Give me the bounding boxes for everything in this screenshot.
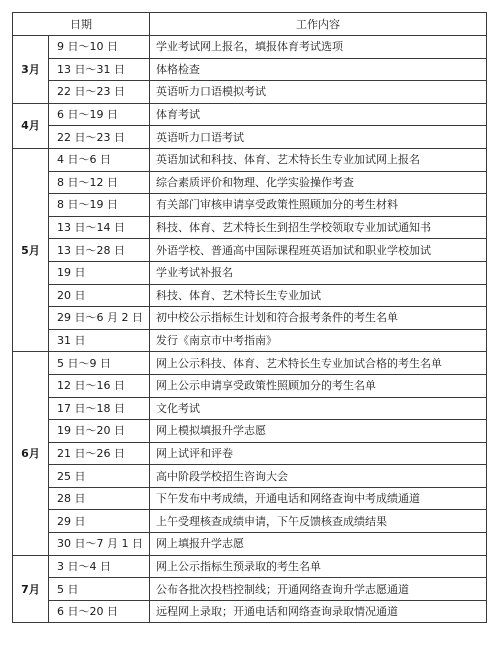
schedule-sheet [12, 12, 486, 643]
content-cell: 文化考试 [150, 397, 487, 420]
table-row [13, 36, 487, 59]
content-cell: 网上填报升学志愿 [150, 533, 487, 556]
table-body [13, 36, 487, 623]
content-cell: 学业考试网上报名，填报体育考试选项 [150, 36, 487, 59]
table-row [13, 216, 487, 239]
content-cell: 公布各批次投档控制线；开通网络查询升学志愿通道 [150, 578, 487, 601]
content-cell: 网上公示科技、体育、艺术特长生专业加试合格的考生名单 [150, 352, 487, 375]
content-cell: 有关部门审核申请享受政策性照顾加分的考生材料 [150, 194, 487, 217]
date-cell: 21 日～26 日 [49, 442, 150, 465]
header-content: 工作内容 [150, 13, 487, 36]
content-cell: 网上模拟填报升学志愿 [150, 420, 487, 443]
date-cell: 17 日～18 日 [49, 397, 150, 420]
content-cell: 网上试评和评卷 [150, 442, 487, 465]
date-cell: 20 日 [49, 284, 150, 307]
table-row [13, 578, 487, 601]
table-row [13, 533, 487, 556]
table-row [13, 374, 487, 397]
date-cell: 6 日～19 日 [49, 103, 150, 126]
date-cell: 9 日～10 日 [49, 36, 150, 59]
month-cell: 4月 [13, 103, 49, 148]
content-cell: 体格检查 [150, 58, 487, 81]
date-cell: 31 日 [49, 329, 150, 352]
date-cell: 29 日～6 月 2 日 [49, 307, 150, 330]
content-cell: 科技、体育、艺术特长生到招生学校领取专业加试通知书 [150, 216, 487, 239]
content-cell: 英语听力口语模拟考试 [150, 81, 487, 104]
date-cell: 22 日～23 日 [49, 126, 150, 149]
date-cell: 28 日 [49, 487, 150, 510]
table-row [13, 442, 487, 465]
table-row [13, 600, 487, 623]
table-row [13, 148, 487, 171]
month-cell: 6月 [13, 352, 49, 555]
month-cell: 5月 [13, 148, 49, 351]
content-cell: 体育考试 [150, 103, 487, 126]
content-cell: 发行《南京市中考指南》 [150, 329, 487, 352]
content-cell: 学业考试补报名 [150, 261, 487, 284]
table-row [13, 555, 487, 578]
content-cell: 外语学校、普通高中国际课程班英语加试和职业学校加试 [150, 239, 487, 262]
date-cell: 4 日～6 日 [49, 148, 150, 171]
table-row [13, 487, 487, 510]
table-row [13, 329, 487, 352]
date-cell: 8 日～19 日 [49, 194, 150, 217]
table-row [13, 81, 487, 104]
content-cell: 远程网上录取；开通电话和网络查询录取情况通道 [150, 600, 487, 623]
date-cell: 5 日 [49, 578, 150, 601]
content-cell: 网上公示申请享受政策性照顾加分的考生名单 [150, 374, 487, 397]
content-cell: 科技、体育、艺术特长生专业加试 [150, 284, 487, 307]
table-row [13, 510, 487, 533]
content-cell: 英语听力口语考试 [150, 126, 487, 149]
exam-schedule-table [12, 12, 487, 623]
table-row [13, 171, 487, 194]
content-cell: 初中校公示指标生计划和符合报考条件的考生名单 [150, 307, 487, 330]
date-cell: 3 日～4 日 [49, 555, 150, 578]
table-row [13, 58, 487, 81]
table-row [13, 284, 487, 307]
date-cell: 30 日～7 月 1 日 [49, 533, 150, 556]
table-row [13, 465, 487, 488]
content-cell: 综合素质评价和物理、化学实验操作考查 [150, 171, 487, 194]
date-cell: 5 日～9 日 [49, 352, 150, 375]
table-row [13, 261, 487, 284]
table-row [13, 126, 487, 149]
date-cell: 8 日～12 日 [49, 171, 150, 194]
date-cell: 19 日 [49, 261, 150, 284]
date-cell: 12 日～16 日 [49, 374, 150, 397]
table-row [13, 397, 487, 420]
table-header-row [13, 13, 487, 36]
table-row [13, 352, 487, 375]
date-cell: 6 日～20 日 [49, 600, 150, 623]
date-cell: 13 日～28 日 [49, 239, 150, 262]
date-cell: 29 日 [49, 510, 150, 533]
date-cell: 19 日～20 日 [49, 420, 150, 443]
header-date: 日期 [13, 13, 150, 36]
content-cell: 英语加试和科技、体育、艺术特长生专业加试网上报名 [150, 148, 487, 171]
content-cell: 上午受理核查成绩申请，下午反馈核查成绩结果 [150, 510, 487, 533]
table-row [13, 307, 487, 330]
month-cell: 7月 [13, 555, 49, 623]
content-cell: 下午发布中考成绩，开通电话和网络查询中考成绩通道 [150, 487, 487, 510]
date-cell: 22 日～23 日 [49, 81, 150, 104]
content-cell: 网上公示指标生预录取的考生名单 [150, 555, 487, 578]
table-row [13, 103, 487, 126]
table-row [13, 420, 487, 443]
date-cell: 25 日 [49, 465, 150, 488]
date-cell: 13 日～31 日 [49, 58, 150, 81]
content-cell: 高中阶段学校招生咨询大会 [150, 465, 487, 488]
date-cell: 13 日～14 日 [49, 216, 150, 239]
table-row [13, 239, 487, 262]
month-cell: 3月 [13, 36, 49, 104]
table-row [13, 194, 487, 217]
